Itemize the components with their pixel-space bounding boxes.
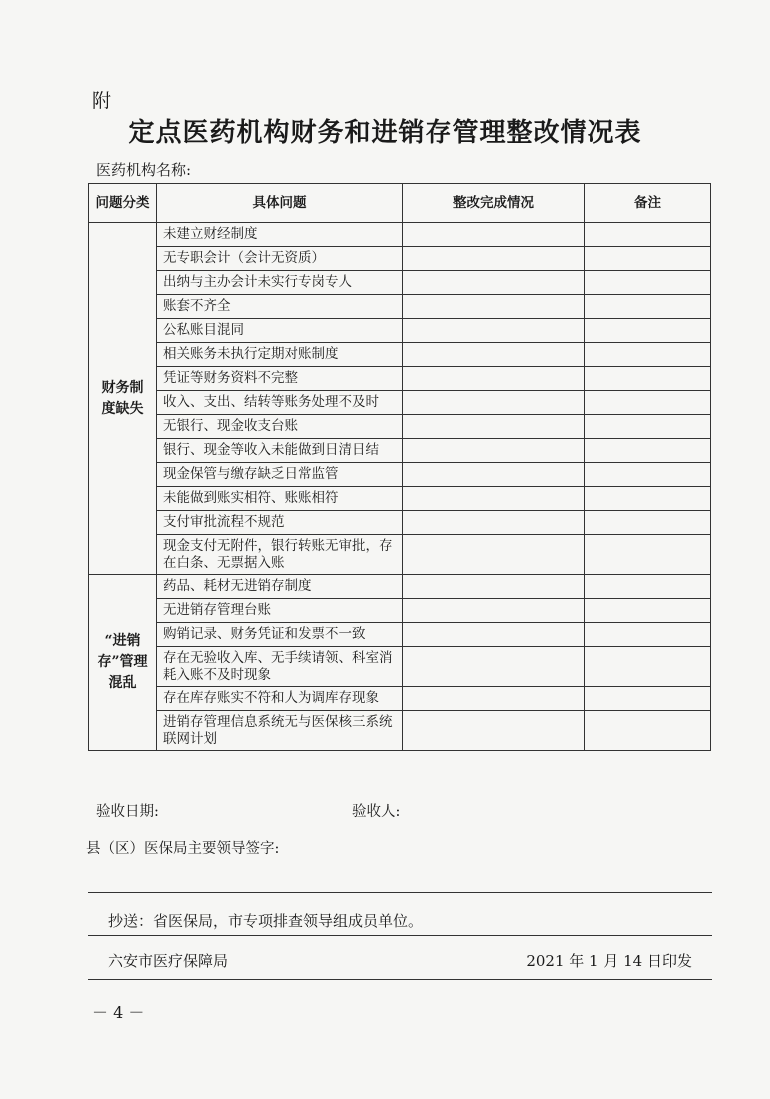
document-title: 定点医药机构财务和进销存管理整改情况表 (128, 118, 642, 148)
category-inventory-label: “进销存”管理混乱 (97, 633, 148, 691)
table-row (89, 599, 711, 623)
remarks-cell[interactable] (585, 295, 711, 319)
remarks-cell[interactable] (585, 367, 711, 391)
issue-cell: 公私账目混同 (157, 319, 403, 343)
status-cell[interactable] (403, 415, 585, 439)
attachment-label: 附 (92, 90, 112, 112)
remarks-cell[interactable] (585, 439, 711, 463)
issue-cell: 未能做到账实相符、账账相符 (157, 487, 403, 511)
status-cell[interactable] (403, 319, 585, 343)
remarks-cell[interactable] (585, 535, 711, 575)
status-cell[interactable] (403, 535, 585, 575)
status-cell[interactable] (403, 463, 585, 487)
remarks-cell[interactable] (585, 343, 711, 367)
issue-cell: 凭证等财务资料不完整 (157, 367, 403, 391)
status-cell[interactable] (403, 511, 585, 535)
issuer-name: 六安市医疗保障局 (108, 952, 229, 970)
issue-cell: 现金保管与缴存缺乏日常监管 (157, 463, 403, 487)
issue-cell: 相关账务未执行定期对账制度 (157, 343, 403, 367)
issue-cell: 收入、支出、结转等账务处理不及时 (157, 391, 403, 415)
issue-cell: 无专职会计（会计无资质） (157, 247, 403, 271)
issue-cell: 存在无验收入库、无手续请领、科室消耗入账不及时现象 (157, 647, 403, 687)
issue-cell: 无进销存管理台账 (157, 599, 403, 623)
acceptance-date-label: 验收日期: (96, 804, 159, 820)
table-row (89, 647, 711, 687)
header-status: 整改完成情况 (403, 184, 585, 223)
header-issue: 具体问题 (157, 184, 403, 223)
issue-cell: 出纳与主办会计未实行专岗专人 (157, 271, 403, 295)
status-cell[interactable] (403, 295, 585, 319)
remarks-cell[interactable] (585, 319, 711, 343)
table-row (89, 535, 711, 575)
issue-cell: 支付审批流程不规范 (157, 511, 403, 535)
issue-cell: 购销记录、财务凭证和发票不一致 (157, 623, 403, 647)
table-row (89, 223, 711, 247)
remarks-cell[interactable] (585, 711, 711, 751)
issue-cell: 进销存管理信息系统无与医保核三系统联网计划 (157, 711, 403, 751)
issue-cell: 药品、耗材无进销存制度 (157, 575, 403, 599)
table-row (89, 343, 711, 367)
issue-date: 2021 年 1 月 14 日印发 (526, 952, 692, 970)
table-row (89, 247, 711, 271)
status-cell[interactable] (403, 223, 585, 247)
status-cell[interactable] (403, 367, 585, 391)
status-cell[interactable] (403, 575, 585, 599)
issue-cell: 银行、现金等收入未能做到日清日结 (157, 439, 403, 463)
remarks-cell[interactable] (585, 391, 711, 415)
status-cell[interactable] (403, 647, 585, 687)
status-cell[interactable] (403, 623, 585, 647)
remarks-cell[interactable] (585, 247, 711, 271)
remarks-cell[interactable] (585, 463, 711, 487)
remarks-cell[interactable] (585, 623, 711, 647)
remarks-cell[interactable] (585, 271, 711, 295)
table-header-row (89, 184, 711, 223)
table-row (89, 711, 711, 751)
table-row (89, 439, 711, 463)
issue-cell: 现金支付无附件，银行转账无审批，存在白条、无票据入账 (157, 535, 403, 575)
remarks-cell[interactable] (585, 415, 711, 439)
table-row (89, 463, 711, 487)
table-row (89, 623, 711, 647)
header-remarks: 备注 (585, 184, 711, 223)
leader-signature-label: 县（区）医保局主要领导签字: (86, 841, 280, 857)
divider-bottom (88, 979, 712, 980)
issue-cell: 未建立财经制度 (157, 223, 403, 247)
institution-name-label: 医药机构名称: (96, 161, 192, 179)
status-cell[interactable] (403, 711, 585, 751)
header-category: 问题分类 (89, 184, 157, 223)
status-cell[interactable] (403, 247, 585, 271)
page-number: － 4 － (92, 1003, 145, 1022)
divider-middle (88, 935, 712, 936)
status-cell[interactable] (403, 687, 585, 711)
remarks-cell[interactable] (585, 575, 711, 599)
table-row (89, 391, 711, 415)
issue-cell: 账套不齐全 (157, 295, 403, 319)
remarks-cell[interactable] (585, 687, 711, 711)
table-row (89, 575, 711, 599)
table-row (89, 319, 711, 343)
remarks-cell[interactable] (585, 647, 711, 687)
status-cell[interactable] (403, 343, 585, 367)
remarks-cell[interactable] (585, 223, 711, 247)
table-row (89, 687, 711, 711)
issue-cell: 存在库存账实不符和人为调库存现象 (157, 687, 403, 711)
remarks-cell[interactable] (585, 599, 711, 623)
remarks-cell[interactable] (585, 487, 711, 511)
issue-cell: 无银行、现金收支台账 (157, 415, 403, 439)
category-inventory (89, 575, 157, 751)
table-row (89, 487, 711, 511)
table-row (89, 295, 711, 319)
table-row (89, 367, 711, 391)
status-cell[interactable] (403, 271, 585, 295)
status-cell[interactable] (403, 599, 585, 623)
category-finance-label: 财务制度缺失 (101, 379, 144, 417)
divider-top (88, 892, 712, 893)
remarks-cell[interactable] (585, 511, 711, 535)
acceptor-label: 验收人: (352, 804, 401, 820)
table-row (89, 511, 711, 535)
table-row (89, 415, 711, 439)
cc-line: 抄送：省医保局，市专项排查领导组成员单位。 (108, 912, 424, 930)
status-cell[interactable] (403, 487, 585, 511)
status-cell[interactable] (403, 391, 585, 415)
rectification-table (88, 183, 711, 751)
status-cell[interactable] (403, 439, 585, 463)
table-row (89, 271, 711, 295)
category-finance (89, 223, 157, 575)
